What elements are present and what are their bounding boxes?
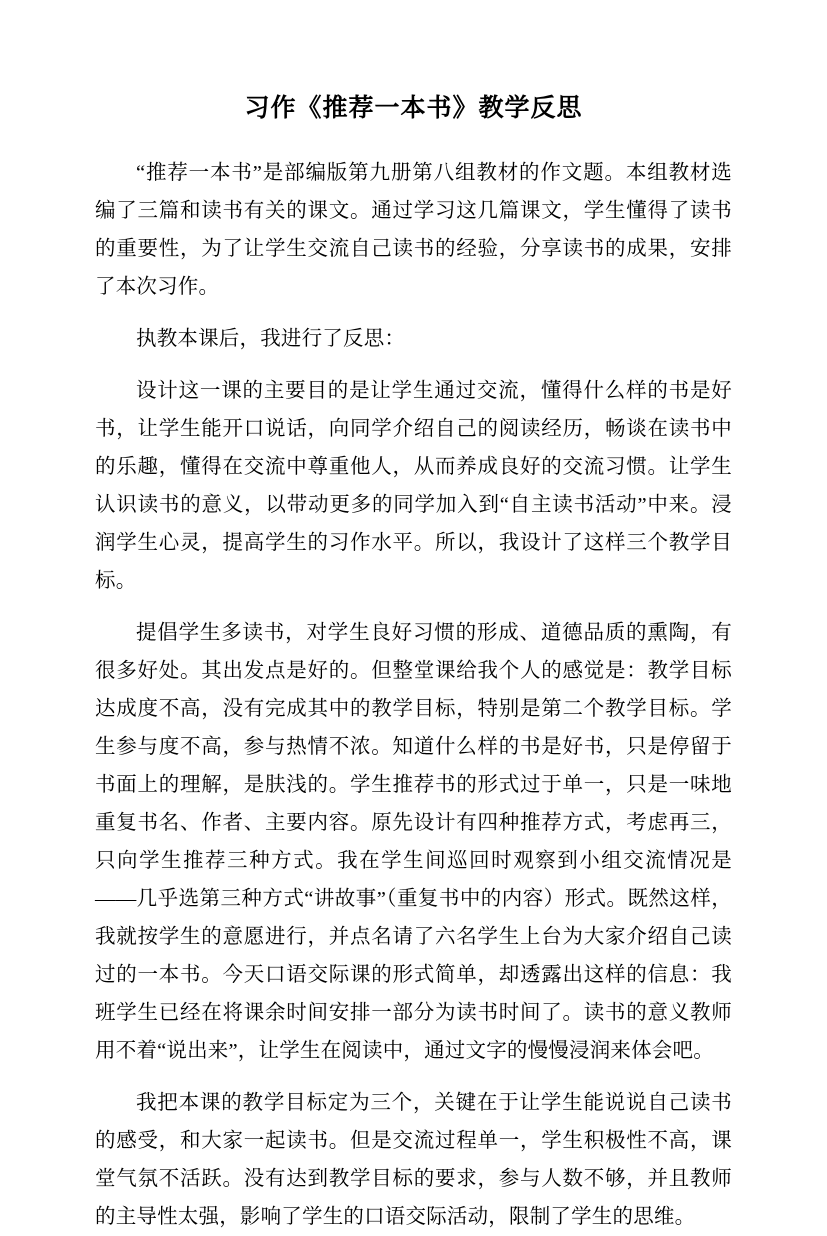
paragraph: 设计这一课的主要目的是让学生通过交流，懂得什么样的书是好书，让学生能开口说话，向同学介绍自己的阅读经历，畅谈在读书中的乐趣，懂得在交流中尊重他人，从而养成良好的交流习惯。让学生认识读书的意义，以带动更多的同学加入到“自主读书活动”中来。浸润学生心灵，提高学生的习作水平。所以，我设计了这样三个教学目标。 bbox=[95, 379, 732, 592]
document-body bbox=[95, 90, 732, 1236]
paragraph: “推荐一本书”是部编版第九册第八组教材的作文题。本组教材选编了三篇和读书有关的课文。通过学习这几篇课文，学生懂得了读书的重要性，为了让学生交流自己读书的经验，分享读书的成果，安排了本次习作。 bbox=[95, 161, 732, 298]
paragraph: 我把本课的教学目标定为三个，关键在于让学生能说说自己读书的感受，和大家一起读书。但是交流过程单一，学生积极性不高，课堂气氛不活跃。没有达到教学目标的要求，参与人数不够，并且教师的主导性太强，影响了学生的口语交际活动，限制了学生的思维。 bbox=[95, 1091, 732, 1228]
paragraph: 提倡学生多读书，对学生良好习惯的形成、道德品质的熏陶，有很多好处。其出发点是好的。但整堂课给我个人的感觉是：教学目标达成度不高，没有完成其中的教学目标，特别是第二个教学目标。学生参与度不高，参与热情不浓。知道什么样的书是好书，只是停留于书面上的理解，是肤浅的。学生推荐书的形式过于单一，只是一味地重复书名、作者、主要内容。原先设计有四种推荐方式，考虑再三，只向学生推荐三种方式。我在学生间巡回时观察到小组交流情况是——几乎选第三种方式“讲故事”（重复书中的内容）形式。既然这样，我就按学生的意愿进行，并点名请了六名学生上台为大家介绍自己读过的一本书。今天口语交际课的形式简单，却透露出这样的信息：我班学生已经在将课余时间安排一部分为读书时间了。读书的意义教师用不着“说出来”，让学生在阅读中，通过文字的慢慢浸润来体会吧。 bbox=[95, 621, 732, 1062]
paragraph: 执教本课后，我进行了反思： bbox=[136, 327, 406, 350]
page-title: 习作《推荐一本书》教学反思 bbox=[244, 95, 583, 122]
